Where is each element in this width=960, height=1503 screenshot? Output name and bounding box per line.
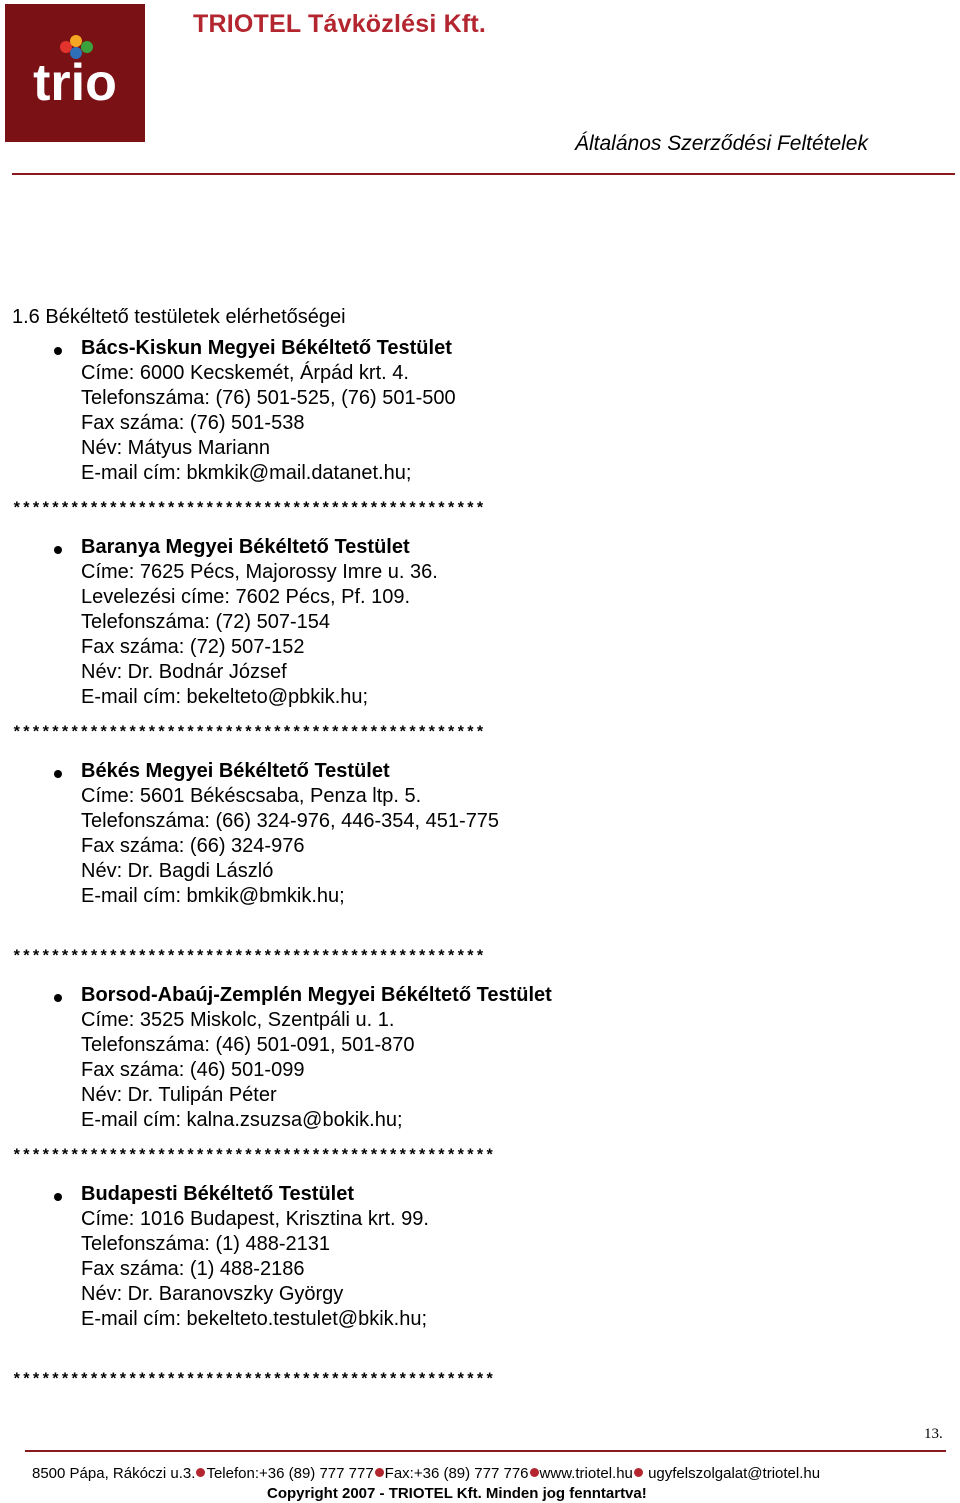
entry-name: Bács-Kiskun Megyei Békéltető Testület — [81, 337, 452, 359]
entry-email: E-mail cím: bekelteto.testulet@bkik.hu; — [81, 1308, 427, 1330]
bullet-icon — [54, 546, 62, 554]
entry-name: Békés Megyei Békéltető Testület — [81, 760, 390, 782]
entry-fax: Fax száma: (46) 501-099 — [81, 1059, 305, 1081]
bullet-dot-icon — [530, 1468, 539, 1477]
bullet-icon — [54, 994, 62, 1002]
entry-fax: Fax száma: (66) 324-976 — [81, 835, 305, 857]
entry-name: Budapesti Békéltető Testület — [81, 1183, 355, 1205]
footer-copyright: Copyright 2007 - TRIOTEL Kft. Minden jog fenntartva! — [267, 1485, 647, 1502]
bullet-dot-icon — [375, 1468, 384, 1477]
entry-email: E-mail cím: bmkik@bmkik.hu; — [81, 885, 345, 907]
separator: ************************************************* — [12, 724, 485, 742]
entry-address: Címe: 5601 Békéscsaba, Penza ltp. 5. — [81, 785, 422, 807]
logo-wordmark: trio — [33, 54, 117, 112]
footer-address: 8500 Pápa, Rákóczi u.3. — [32, 1465, 196, 1482]
entry-fax: Fax száma: (76) 501-538 — [81, 412, 305, 434]
separator: ************************************************* — [12, 500, 485, 518]
separator: ************************************************** — [12, 1371, 495, 1389]
document-title: Általános Szerződési Feltételek — [575, 132, 868, 155]
separator: ************************************************* — [12, 948, 485, 966]
bullet-dot-icon — [196, 1468, 205, 1477]
trio-logo-graphic — [5, 4, 145, 142]
entry-phone: Telefonszáma: (72) 507-154 — [81, 611, 331, 633]
entry-fax: Fax száma: (72) 507-152 — [81, 636, 305, 658]
logo-green-dot — [81, 41, 93, 53]
entry-address: Címe: 1016 Budapest, Krisztina krt. 99. — [81, 1208, 429, 1230]
entry-postal-address: Levelezési címe: 7602 Pécs, Pf. 109. — [81, 586, 411, 608]
entry-address: Címe: 3525 Miskolc, Szentpáli u. 1. — [81, 1009, 395, 1031]
section-title: 1.6 Békéltető testületek elérhetőségei — [12, 306, 346, 328]
bullet-dot-icon — [634, 1468, 643, 1477]
page-number: 13. — [924, 1426, 943, 1442]
bullet-icon — [54, 347, 62, 355]
entry-address: Címe: 6000 Kecskemét, Árpád krt. 4. — [81, 362, 409, 384]
entry-email: E-mail cím: bekelteto@pbkik.hu; — [81, 686, 369, 708]
entry-email: E-mail cím: bkmkik@mail.datanet.hu; — [81, 462, 412, 484]
entry-address: Címe: 7625 Pécs, Majorossy Imre u. 36. — [81, 561, 438, 583]
entry-phone: Telefonszáma: (76) 501-525, (76) 501-500 — [81, 387, 456, 409]
separator: ************************************************** — [12, 1147, 495, 1165]
entry-name: Baranya Megyei Békéltető Testület — [81, 536, 410, 558]
footer-email-link[interactable]: ugyfelszolgalat@triotel.hu — [648, 1465, 821, 1482]
entry-fax: Fax száma: (1) 488-2186 — [81, 1258, 305, 1280]
entry-phone: Telefonszáma: (46) 501-091, 501-870 — [81, 1034, 415, 1056]
entry-contact-name: Név: Mátyus Mariann — [81, 437, 270, 459]
footer-contacts — [32, 1465, 820, 1482]
footer-website-link[interactable]: www.triotel.hu — [539, 1465, 633, 1482]
entry-contact-name: Név: Dr. Tulipán Péter — [81, 1084, 277, 1106]
entry-name: Borsod-Abaúj-Zemplén Megyei Békéltető Testület — [81, 984, 552, 1006]
entry-contact-name: Név: Dr. Bagdi László — [81, 860, 274, 882]
logo-orange-dot — [70, 35, 82, 47]
triotel-logo — [5, 4, 145, 142]
bullet-icon — [54, 1193, 62, 1201]
entry-email: E-mail cím: kalna.zsuzsa@bokik.hu; — [81, 1109, 403, 1131]
bullet-icon — [54, 770, 62, 778]
header-divider — [12, 173, 955, 175]
footer-phone: Telefon:+36 (89) 777 777 — [206, 1465, 374, 1482]
entry-contact-name: Név: Dr. Bodnár József — [81, 661, 287, 683]
entry-contact-name: Név: Dr. Baranovszky György — [81, 1283, 344, 1305]
footer-fax: Fax:+36 (89) 777 776 — [384, 1465, 529, 1482]
entry-phone: Telefonszáma: (1) 488-2131 — [81, 1233, 331, 1255]
logo-red-dot — [60, 41, 72, 53]
company-name: TRIOTEL Távközlési Kft. — [193, 10, 487, 38]
entry-phone: Telefonszáma: (66) 324-976, 446-354, 451-775 — [81, 810, 500, 832]
footer-divider — [25, 1450, 946, 1452]
